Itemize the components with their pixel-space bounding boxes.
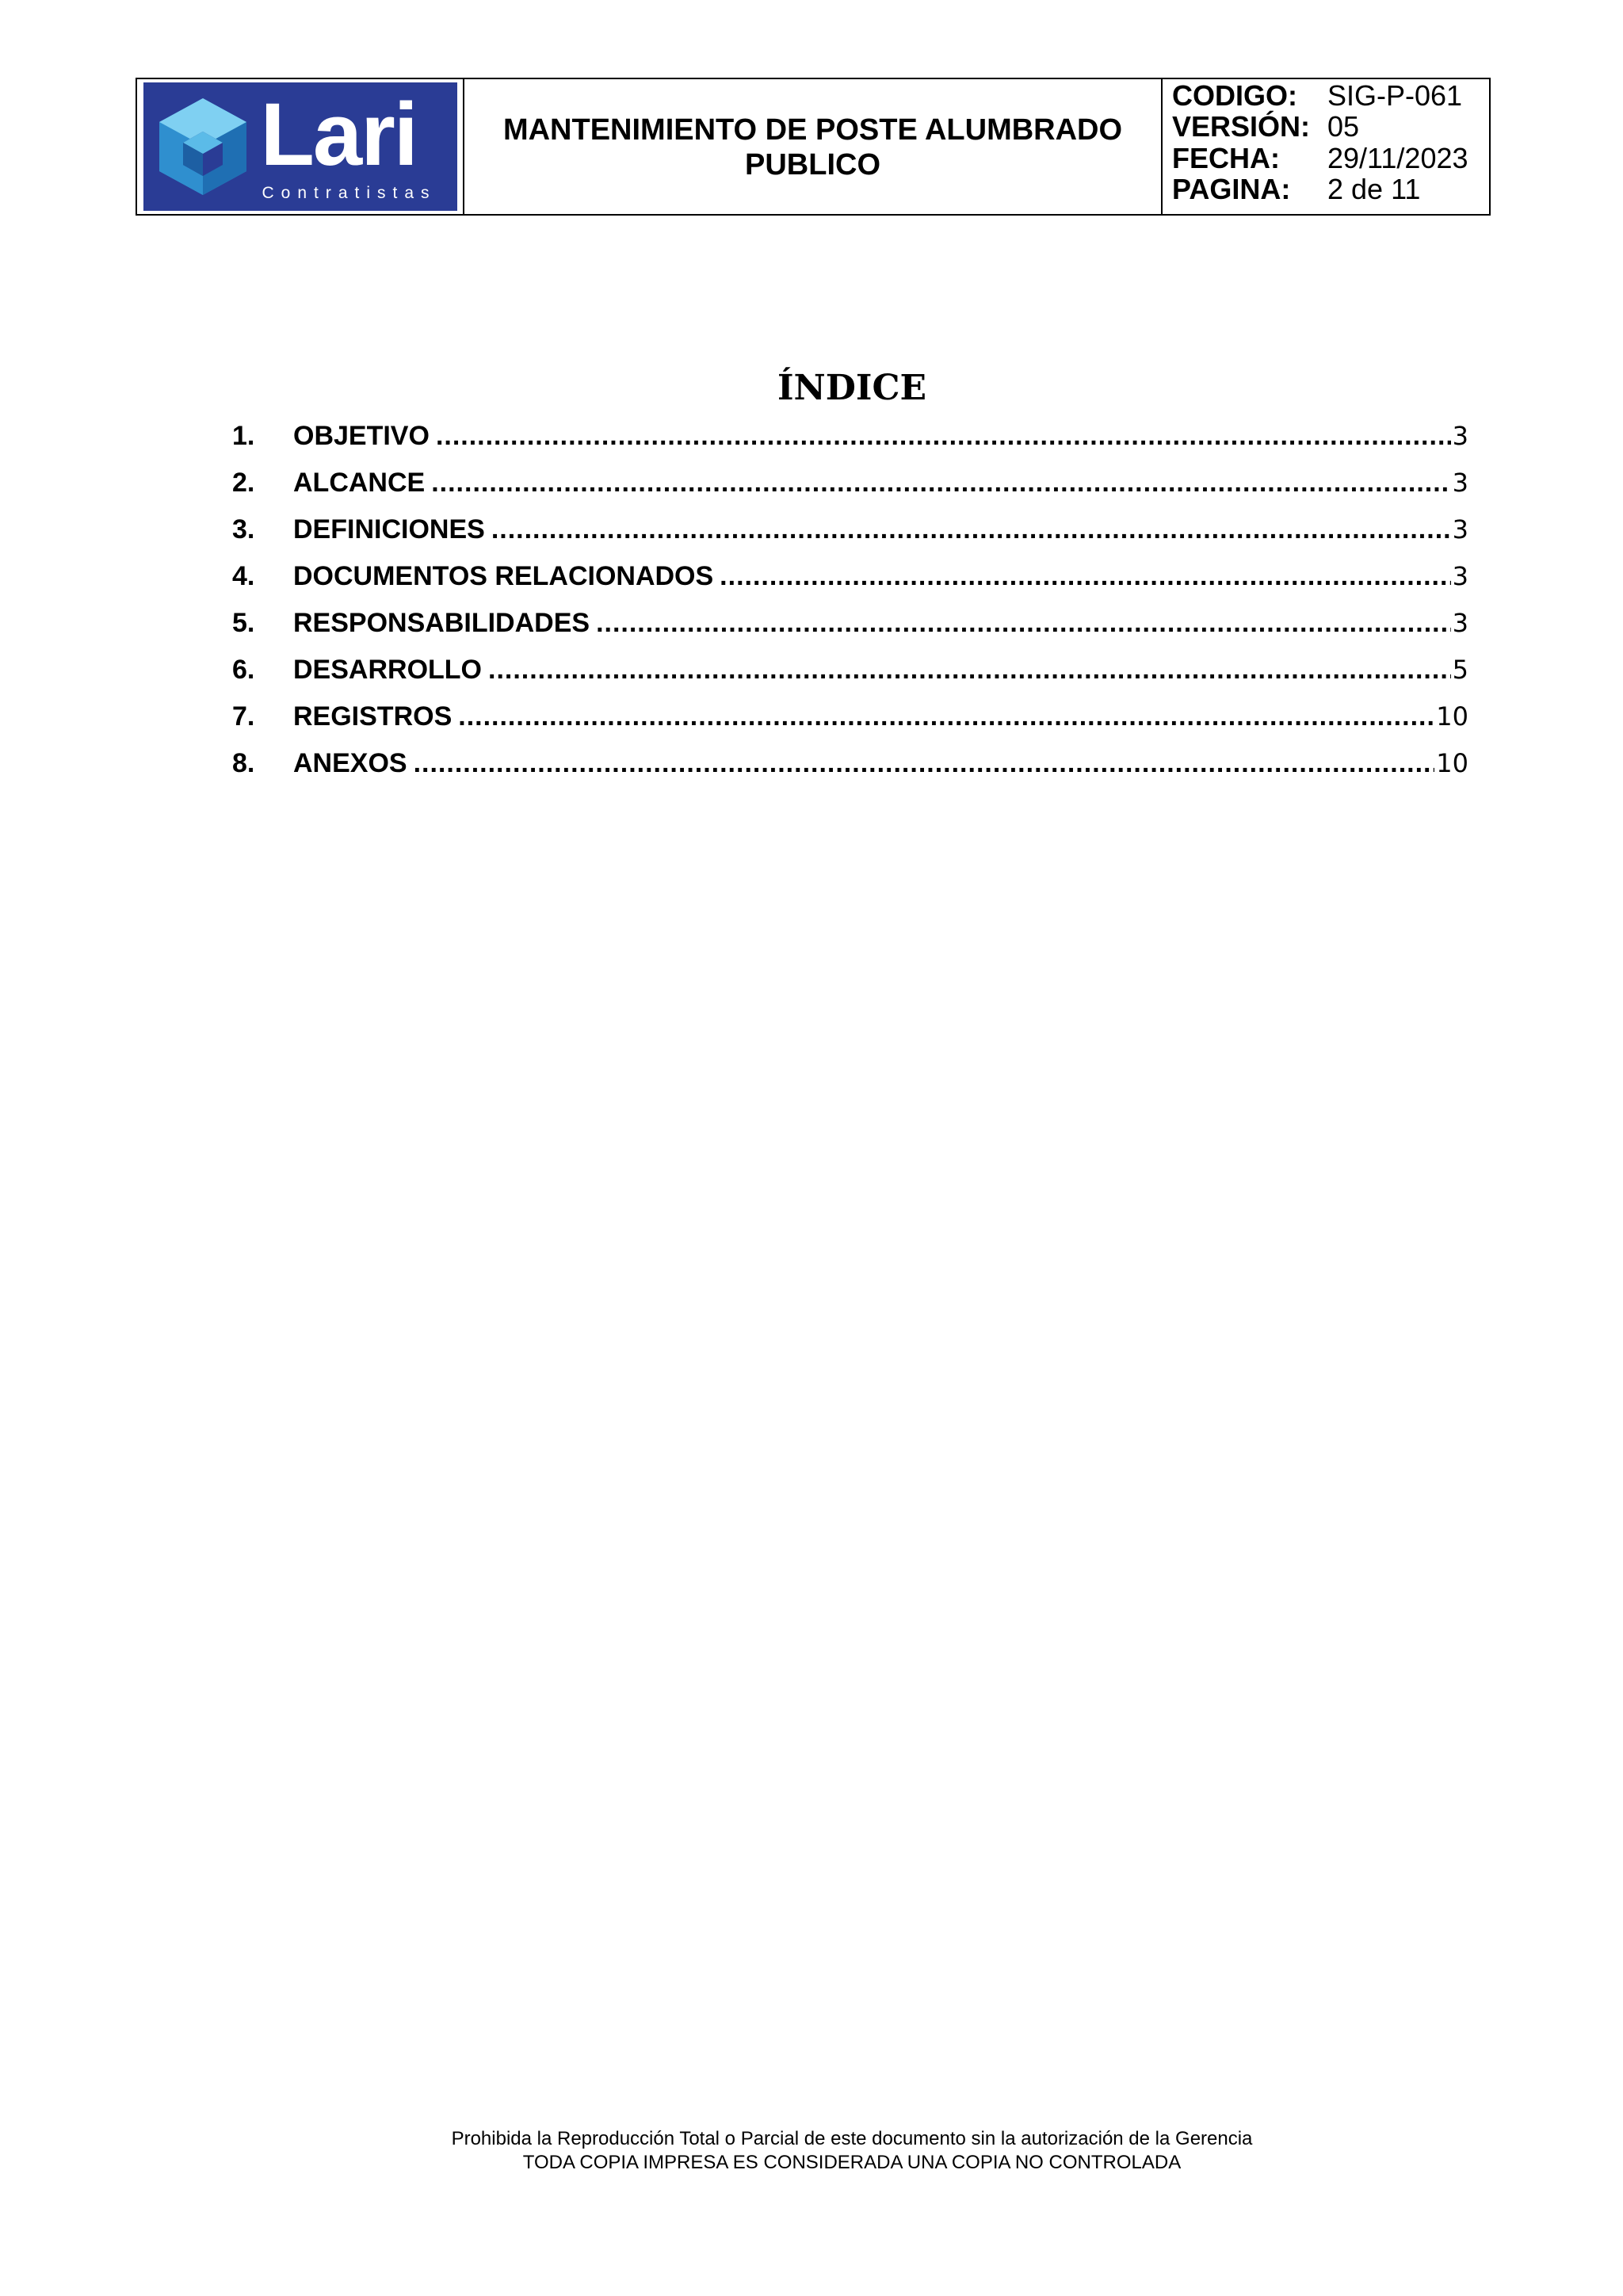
index-title: ÍNDICE — [777, 368, 927, 408]
meta-value: SIG-P-061 — [1327, 79, 1463, 112]
toc-entry[interactable] — [232, 514, 1468, 561]
meta-value: 2 de 11 — [1327, 173, 1421, 205]
footer-line1: Prohibida la Reproducción Total o Parcial de este documento sin la autorización de la Gerencia — [451, 2128, 1253, 2149]
footer-line2: TODA COPIA IMPRESA ES CONSIDERADA UNA COPIA NO CONTROLADA — [522, 2152, 1182, 2173]
meta-value: 29/11/2023 — [1327, 142, 1468, 174]
toc-number: 5. — [232, 608, 255, 638]
toc-page: 10 — [1436, 748, 1468, 778]
toc-page: 3 — [1452, 468, 1468, 498]
toc-leader — [431, 468, 1450, 499]
meta-row-codigo — [1172, 81, 1489, 111]
toc-label: ANEXOS — [293, 748, 407, 778]
toc-leader — [488, 655, 1451, 686]
toc-label: DEFINICIONES — [293, 514, 485, 544]
toc-leader — [458, 701, 1434, 732]
toc-leader — [436, 421, 1451, 452]
toc-entry[interactable] — [232, 701, 1468, 748]
toc-label: ALCANCE — [293, 468, 426, 498]
meta-key: VERSIÓN: — [1172, 110, 1311, 143]
meta-row-fecha — [1172, 143, 1489, 174]
meta-key: PAGINA: — [1172, 173, 1291, 205]
logo-subtitle: Contratistas — [262, 184, 437, 202]
document-title-line2: PUBLICO — [745, 148, 880, 181]
meta-key: CODIGO: — [1172, 79, 1297, 112]
toc-leader — [414, 748, 1435, 779]
toc-number: 8. — [232, 748, 255, 778]
toc-label: RESPONSABILIDADES — [293, 608, 590, 638]
meta-key: FECHA: — [1172, 142, 1280, 174]
toc-page: 10 — [1436, 701, 1468, 732]
toc-number: 2. — [232, 468, 255, 498]
document-title-line1: MANTENIMIENTO DE POSTE ALUMBRADO — [502, 113, 1123, 147]
toc-label: REGISTROS — [293, 701, 453, 732]
toc-entry[interactable] — [232, 748, 1468, 795]
toc-page: 3 — [1452, 421, 1468, 451]
table-of-contents — [232, 421, 1468, 795]
toc-entry[interactable] — [232, 655, 1468, 701]
toc-label: DOCUMENTOS RELACIONADOS — [293, 561, 714, 591]
toc-page: 3 — [1452, 608, 1468, 638]
toc-number: 1. — [232, 421, 255, 451]
toc-label: OBJETIVO — [293, 421, 430, 451]
toc-page: 3 — [1452, 514, 1468, 544]
toc-entry[interactable] — [232, 468, 1468, 514]
meta-value: 05 — [1327, 110, 1360, 143]
toc-entry[interactable] — [232, 421, 1468, 468]
toc-page: 3 — [1452, 561, 1468, 591]
toc-number: 6. — [232, 655, 255, 685]
meta-row-version — [1172, 111, 1489, 143]
meta-cell — [1163, 79, 1489, 214]
title-cell — [464, 79, 1163, 214]
logo-wordmark: Lari — [260, 85, 417, 184]
document-title — [503, 113, 1122, 182]
toc-leader — [720, 561, 1450, 592]
toc-number: 4. — [232, 561, 255, 591]
toc-number: 3. — [232, 514, 255, 544]
toc-leader — [491, 514, 1451, 545]
toc-entry[interactable] — [232, 608, 1468, 655]
document-footer — [0, 2127, 1623, 2175]
toc-leader — [596, 608, 1451, 639]
logo-cell — [137, 79, 464, 214]
toc-label: DESARROLLO — [293, 655, 482, 685]
toc-page: 5 — [1452, 655, 1468, 685]
toc-number: 7. — [232, 701, 255, 732]
toc-entry[interactable] — [232, 561, 1468, 608]
document-header — [136, 78, 1491, 216]
company-logo — [143, 82, 457, 211]
meta-row-pagina — [1172, 174, 1489, 204]
